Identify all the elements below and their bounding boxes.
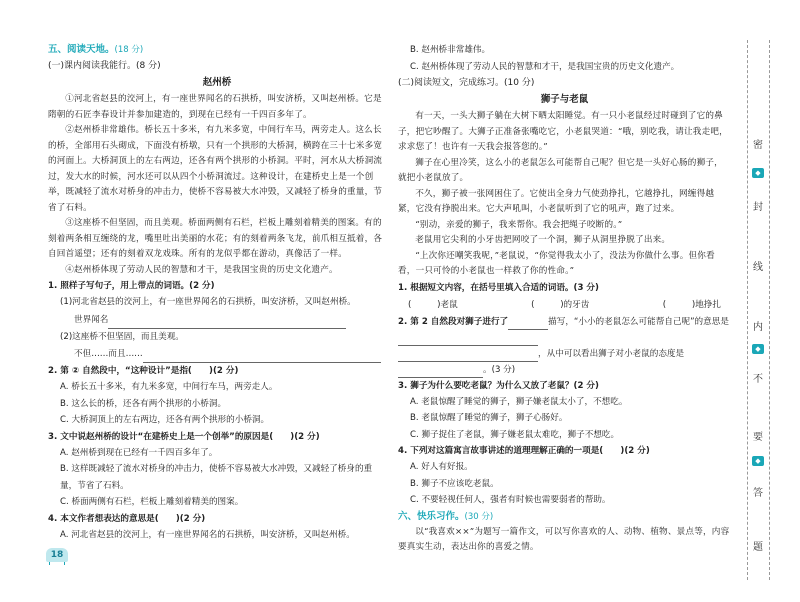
q4-option-a[interactable]: A. 河北省赵县的洨河上，有一座世界闻名的石拱桥，叫安济桥，又叫赵州桥。 — [60, 529, 355, 540]
lion-q4-option-a[interactable]: A. 好人有好报。 — [410, 462, 473, 472]
question-4: 4. 本文作者想表达的意思是( )(2 分) — [48, 513, 206, 524]
q2-option-a[interactable]: A. 桥长五十多米，有九米多宽，中间行车马，两旁走人。 — [60, 382, 278, 392]
lion-paragraph-1: 有一天，一头大狮子躺在大树下晒太阳睡觉。有一只小老鼠经过时碰到了它的鼻子，把它吵醒了。大狮子正准备张嘴吃它，小老鼠哭道：“哦，别吃我，请让我走吧，求求您了！也许有一天我会报答您的。” — [398, 111, 728, 152]
paragraph-2: ②赵州桥非常雄伟。桥长五十多米，有九米多宽，中间行车马，两旁走人。这么长的桥，全部用石头砌成，下面没有桥墩，只有一个拱形的大桥洞，横跨在三十七米多宽的河面上。大桥洞顶上的左右两边，还各有两个拱形的小桥洞。平时，河水从大桥洞流过，发大水的时候，河水还可以从四个小桥洞流过。这种设计，在建桥史上是一个创举，既减轻了流水对桥身的冲击力，使桥不容易被大水冲毁，又减轻了桥身的重量，节省了石料。 — [48, 125, 383, 213]
word-blank-2[interactable]: ( )的牙齿 — [531, 299, 590, 310]
q3-option-c[interactable]: C. 桥面两侧有石栏，栏板上雕刻着精美的图案。 — [60, 497, 244, 507]
q4-option-c[interactable]: C. 赵州桥体现了劳动人民的智慧和才干，是我国宝贵的历史文化遗产。 — [410, 61, 680, 72]
section-five-title: 五、阅读天地。(18 分) — [48, 44, 144, 55]
lion-q4-option-b[interactable]: B. 狮子不应该吃老鼠。 — [410, 478, 499, 489]
right-column — [398, 42, 731, 556]
lion-question-2: 2. 第 2 自然段对狮子进行了 描写，“小小的老鼠怎么可能帮自己呢”的意思是 — [398, 314, 731, 346]
lion-paragraph-3: 不久，狮子被一张网困住了。它使出全身力气使劲挣扎，它越挣扎，网缠得越紧，它没有挣脱出来。它大声吼叫，小老鼠听到了它的吼声，跑了过来。 — [398, 188, 715, 214]
page-number-badge — [46, 548, 68, 562]
q4-option-b[interactable]: B. 赵州桥非常雄伟。 — [410, 45, 491, 55]
lion-q3-option-a[interactable]: A. 老鼠惊醒了睡觉的狮子，狮子嫌老鼠太小了，不想吃。 — [410, 396, 628, 407]
lion-paragraph-6: “上次你还嘲笑我呢，”老鼠说，“你觉得我太小了，没法为你做什么事。但你看看，一只可怜的小老鼠也一样救了你的性命。” — [398, 250, 715, 276]
q1-answer-2[interactable]: 不但……而且…… — [48, 345, 386, 363]
binding-dashed-line — [769, 40, 770, 580]
lion-question-4: 4. 下列对这篇寓言故事讲述的道理理解正确的一项是( )(2 分) — [398, 446, 650, 456]
q3-option-b[interactable]: B. 这样既减轻了流水对桥身的冲击力，使桥不容易被大水冲毁，又减轻了桥身的重量，节省了石料。 — [60, 464, 373, 491]
question-2: 2. 第 ② 自然段中，“这种设计”是指( )(2 分) — [48, 366, 239, 376]
lion-question-1: 1. 根据短文内容，在括号里填入合适的词语。(3 分) — [398, 282, 599, 293]
binding-char: 答 — [753, 488, 763, 499]
answer-line[interactable] — [508, 320, 548, 330]
q3-option-a[interactable]: A. 赵州桥到现在已经有一千四百多年了。 — [60, 447, 218, 458]
lion-question-3: 3. 狮子为什么要吃老鼠？为什么又放了老鼠？(2 分) — [398, 380, 599, 391]
binding-marker-icon: ◆ — [752, 456, 764, 466]
section-six-title: 六、快乐习作。(30 分) — [398, 510, 494, 522]
binding-char: 封 — [753, 202, 763, 213]
binding-marker-icon: ◆ — [752, 168, 764, 178]
lion-q4-option-c[interactable]: C. 不要轻视任何人，强者有时候也需要弱者的帮助。 — [410, 495, 611, 505]
word-blank-1[interactable]: ( )老鼠 — [408, 299, 458, 310]
lion-q3-option-c[interactable]: C. 狮子捉住了老鼠，狮子嫌老鼠太难吃，狮子不想吃。 — [410, 429, 620, 440]
binding-char: 内 — [753, 322, 763, 333]
lion-q3-option-b[interactable]: B. 老鼠惊醒了睡觉的狮子，狮子心肠好。 — [410, 413, 568, 423]
answer-line[interactable] — [398, 336, 538, 346]
left-column — [48, 42, 386, 543]
lion-paragraph-5: 老鼠用它尖利的小牙齿把网咬了一个洞，狮子从洞里挣脱了出来。 — [415, 235, 671, 245]
q1-example-1: (1)河北省赵县的洨河上，有一座世界闻名的石拱桥，叫安济桥，又叫赵州桥。 — [60, 297, 356, 307]
binding-char: 密 — [753, 140, 763, 151]
binding-dashed-line — [747, 40, 748, 580]
word-blank-3[interactable]: ( )地挣扎 — [662, 299, 721, 310]
paragraph-3: ③这座桥不但坚固，而且美观。桥面两侧有石栏，栏板上雕刻着精美的图案。有的刻着两条相互缠绕的龙，嘴里吐出美丽的水花；有的刻着两条飞龙，前爪相互抵着，各自回首遥望；还有的刻着双龙戏珠。所有的龙似乎都在游动，真像活了一样。 — [48, 218, 383, 259]
binding-marker-icon: ◆ — [752, 344, 764, 354]
page-number: 18 — [50, 550, 64, 560]
part-one-title: (一)课内阅读我能行。(8 分) — [48, 61, 161, 71]
binding-char: 不 — [753, 374, 763, 385]
page-number-stand-icon — [49, 562, 65, 565]
paragraph-4: ④赵州桥体现了劳动人民的智慧和才干，是我国宝贵的历史文化遗产。 — [65, 264, 338, 275]
binding-char: 题 — [753, 542, 763, 553]
answer-line[interactable] — [398, 352, 538, 362]
part-two-title: (二)阅读短文，完成练习。(10 分) — [398, 78, 535, 88]
binding-margin — [740, 40, 778, 580]
q1-word-blanks — [398, 296, 731, 314]
q1-example-2: (2)这座桥不但坚固，而且美观。 — [60, 331, 184, 342]
q2-option-b[interactable]: B. 这么长的桥，还各有两个拱形的小桥洞。 — [60, 398, 227, 409]
q2-option-c[interactable]: C. 大桥洞顶上的左右两边，还各有两个拱形的小桥洞。 — [60, 415, 270, 425]
answer-line[interactable] — [143, 352, 381, 363]
question-1: 1. 照样子写句子，用上带点的词语。(2 分) — [48, 281, 215, 291]
lion-paragraph-2: 狮子在心里冷笑，这么小的老鼠怎么可能帮自己呢？但它是一头好心肠的狮子，就把小老鼠放了。 — [398, 157, 723, 183]
lion-question-2-cont: ，从中可以看出狮子对小老鼠的态度是。(3 分) — [398, 346, 731, 378]
answer-line[interactable] — [398, 368, 483, 378]
answer-line[interactable] — [108, 318, 346, 329]
question-3: 3. 文中说赵州桥的设计“在建桥史上是一个创举”的原因是( )(2 分) — [48, 431, 320, 442]
article-title-zhaozhou: 赵州桥 — [202, 77, 232, 88]
binding-char: 要 — [753, 432, 763, 443]
section-six-prompt: 以“我喜欢××”为题写一篇作文，可以写你喜欢的人、动物、植物、景点等，内容要真实生动，表达出你的喜爱之情。 — [398, 526, 730, 552]
article-title-lion: 狮子与老鼠 — [540, 94, 589, 105]
binding-char: 线 — [753, 262, 763, 273]
lion-paragraph-4: “别动，亲爱的狮子，我来帮你。我会把绳子咬断的。” — [415, 219, 623, 230]
q1-answer-1[interactable]: 世界闻名 — [48, 311, 386, 329]
paragraph-1: ①河北省赵县的洨河上，有一座世界闻名的石拱桥，叫安济桥，又叫赵州桥。它是隋朝的石匠李春设计并参加建造的，到现在已经有一千四百多年了。 — [48, 94, 382, 120]
